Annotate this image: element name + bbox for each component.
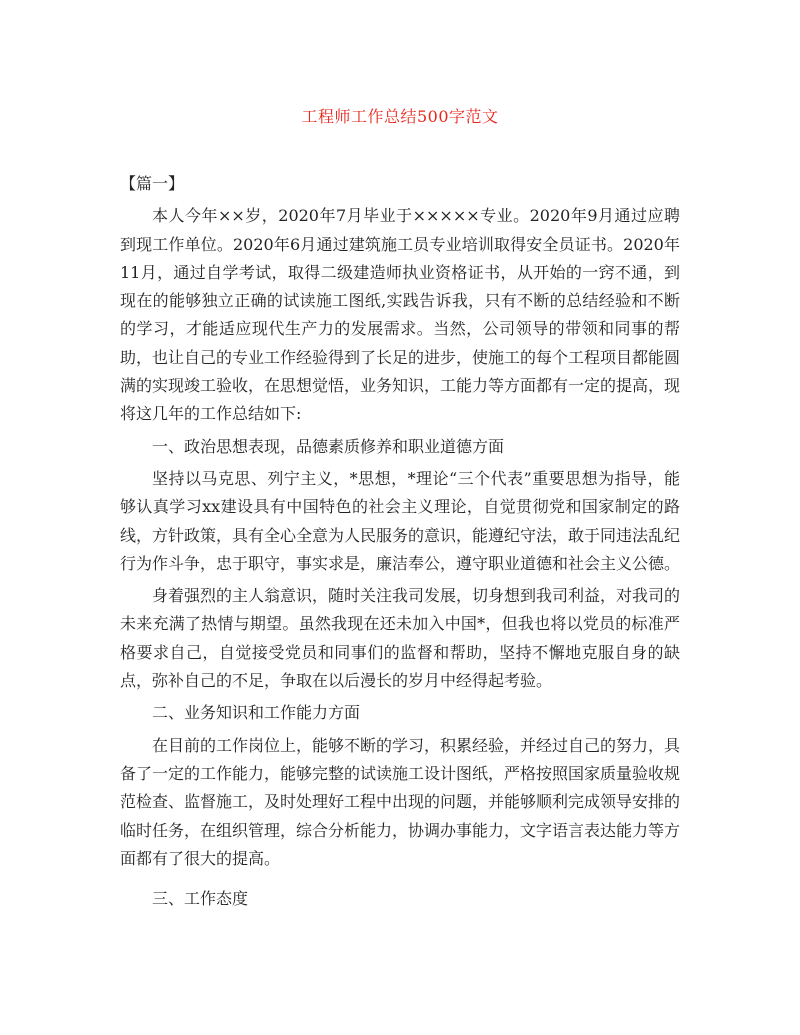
paragraph-business: 在目前的工作岗位上，能够不断的学习，积累经验，并经过自己的努力，具备了一定的工作能力，能够完整的试读施工设计图纸，严格按照国家质量验收规范检查、监督施工，及时处理好工程中出现的问题，并能够顺利完成领导安排的临时任务，在组织管理，综合分析能力，协调办事能力，文字语言表达能力等方面都有了很大的提高。 [120, 735, 681, 868]
intro-paragraph: 本人今年××岁，2020年7月毕业于×××××专业。2020年9月通过应聘到现工作单位。2020年6月通过建筑施工员专业培训取得安全员证书。2020年11月，通过自学考试，取得二级建造师执业资格证书，从开始的一窍不通，到现在的能够独立正确的试读施工图纸,实践告诉我，只有不断的总结经验和不断的学习，才能适应现代生产力的发展需求。当然，公司领导的带领和同事的帮助，也让自己的专业工作经验得到了长足的进步，使施工的每个工程项目都能圆满的实现竣工验收，在思想觉悟，业务知识，工能力等方面都有一定的提高，现将这几年的工作总结如下: [120, 206, 681, 424]
section-label: 【篇一】 [120, 174, 185, 193]
paragraph-politics-2: 身着强烈的主人翁意识，随时关注我司发展，切身想到我司利益，对我司的未来充满了热情与期望。虽然我现在还未加入中国*，但我也将以党员的标准严格要求自己，自觉接受党员和同事们的监督和帮助，坚持不懈地克服自身的缺点，弥补自己的不足，争取在以后漫长的岁月中经得起考验。 [120, 586, 681, 691]
heading-politics: 一、政治思想表现，品德素质修养和职业道德方面 [152, 436, 505, 456]
document-body [120, 170, 680, 913]
paragraph-politics-1: 坚持以马克思、列宁主义，*思想，*理论“三个代表”重要思想为指导，能够认真学习xx建设具有中国特色的社会主义理论，自觉贯彻党和国家制定的路线，方针政策，具有全心全意为人民服务的意识，能遵纪守法，敢于同违法乱纪行为作斗争，忠于职守，事实求是，廉洁奉公，遵守职业道德和社会主义公德。 [120, 468, 681, 573]
heading-attitude: 三、工作态度 [152, 889, 249, 909]
heading-business: 二、业务知识和工作能力方面 [152, 703, 361, 723]
document-title: 工程师工作总结500字范文 [301, 107, 499, 126]
